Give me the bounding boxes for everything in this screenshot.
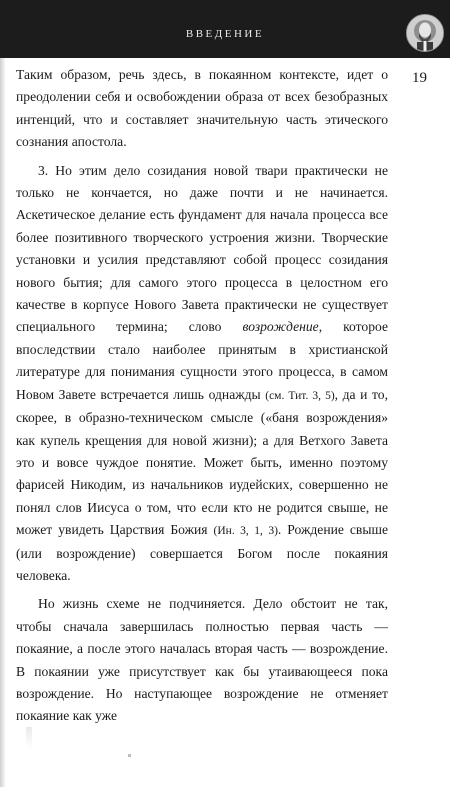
text-run: Но жизнь схеме не подчиняется. Дело обстоит не так, чтобы сначала завершилась полностью первая часть — покаяние, а после этого началась вторая часть — возрождение. В покаянии уже присутствует как бы утаивающееся пока возрождение. Но наступающее возрождение не отменяет покаяние как уже: [16, 596, 388, 724]
running-head: ВВЕДЕНИЕ: [185, 28, 265, 40]
text-run: , да и то, скорее, в образно-техническом смысле («баня возрождения» как купель крещения для новой жизни); а для Ветхого Завета это и вовсе чуждое понятие. Может быть, именно поэтому фарисей Никодим, из начальников иудейских, совершенно не понял слов Иисуса о том, что если кто не родится свыше, не может увидеть Царствия Божия: [16, 386, 388, 538]
emphasized-term: возрождение: [242, 319, 319, 335]
page-binding-shadow: [0, 0, 6, 787]
header-band: [0, 0, 450, 58]
scan-speck: [128, 754, 131, 757]
scripture-reference: (см. Тит. 3, 5): [265, 389, 335, 402]
scan-artifact: [26, 727, 32, 749]
body-text: [16, 64, 388, 728]
text-run: , которое впоследствии стало наиболее принятым в христианской литературе для понимания сущности этого процесса, в самом Новом Завете встречается лишь однажды: [16, 319, 388, 402]
scripture-reference: (Ин. 3, 1, 3): [213, 525, 278, 538]
page-number: 19: [412, 70, 427, 86]
paragraph: [16, 64, 388, 154]
text-run: 3. Но этим дело созидания новой твари практически не только не кончается, но даже почти и не начинается. Аскетическое делание есть фундамент для начала процесса все более позитивного творческого устроения жизни. Творческие установки и усилия представляют собой процесс созидания нового бытия; для самого этого процесса в целостном его качестве в корпусе Нового Завета практически не существует специального термина; слово: [16, 162, 388, 335]
text-run: Таким образом, речь здесь, в покаянном контексте, идет о преодолении себя и освобождении образа от всех безобразных интенций, что и составляет значительную часть этического сознания апостола.: [16, 67, 388, 150]
paragraph: [16, 160, 388, 588]
text-run: . Рождение свыше (или возрождение) совершается Богом после покаяния человека.: [16, 522, 388, 583]
paragraph: [16, 593, 388, 727]
saint-portrait-icon: [406, 14, 444, 52]
